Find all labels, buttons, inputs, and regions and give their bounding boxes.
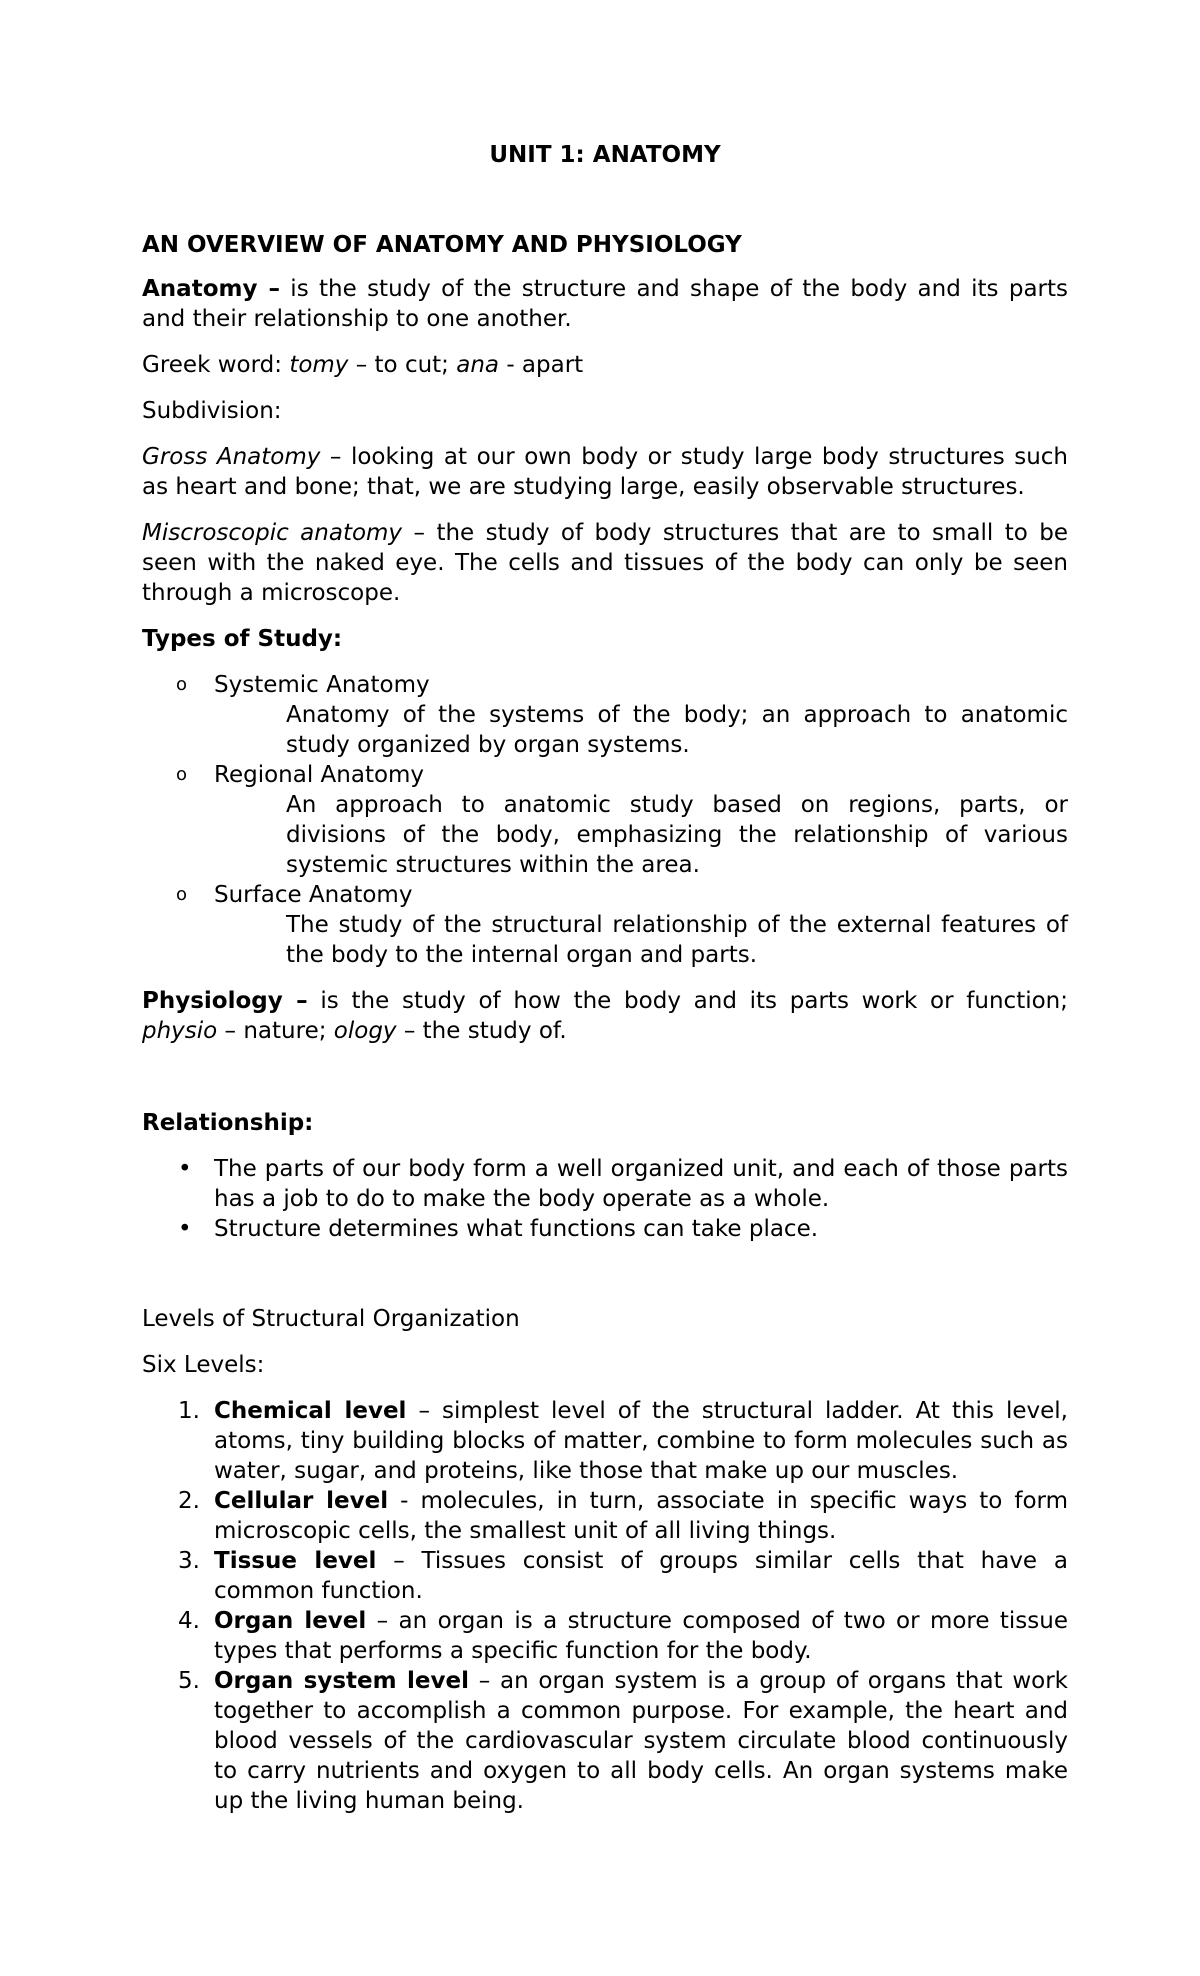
unit-title: UNIT 1: ANATOMY	[489, 142, 721, 168]
list-item: 5. Organ system level – an organ system is a group of organs that work together to accomplish a common purpose. For example, the heart and blood vessels of the cardiovascular system circulate blood continuously to carry nutrients and oxygen to all body cells. An organ systems make up the living human being.	[178, 1668, 1068, 1814]
list-item: 1. Chemical level – simplest level of the structural ladder. At this level, atoms, tiny building blocks of matter, combine to form molecules such as water, sugar, and proteins, like those that make up our muscles.	[178, 1398, 1068, 1484]
list-item	[142, 760, 1068, 880]
list-item: • Structure determines what functions can take place.	[178, 1216, 819, 1242]
circle-bullet-icon: o	[176, 764, 188, 785]
circle-bullet-icon: o	[176, 884, 188, 905]
six-levels-label: Six Levels:	[142, 1352, 265, 1378]
subdivision-label: Subdivision:	[142, 398, 282, 424]
circle-bullet-icon: o	[176, 674, 188, 695]
physiology-definition: Physiology – is the study of how the body and its parts work or function; physio – nature; ology – the study of.	[142, 988, 1068, 1044]
type-description: The study of the structural relationship of the external features of the body to the internal organ and parts.	[286, 912, 1068, 968]
microscopic-anatomy-paragraph: Miscroscopic anatomy – the study of body structures that are to small to be seen with the naked eye. The cells and tissues of the body can only be seen through a microscope.	[142, 520, 1068, 606]
type-description: An approach to anatomic study based on regions, parts, or divisions of the body, emphasizing the relationship of various systemic structures within the area.	[286, 792, 1068, 878]
types-of-study-list	[142, 670, 1068, 970]
type-name: Systemic Anatomy	[214, 672, 430, 698]
list-item: • The parts of our body form a well organized unit, and each of those parts has a job to do to make the body operate as a whole.	[178, 1156, 1068, 1212]
bullet-icon: •	[178, 1156, 192, 1182]
list-item	[142, 880, 1068, 970]
document-page	[142, 140, 1068, 1816]
type-description: Anatomy of the systems of the body; an approach to anatomic study organized by organ systems.	[286, 702, 1068, 758]
bullet-icon: •	[178, 1216, 192, 1242]
type-name: Regional Anatomy	[214, 762, 425, 788]
list-item: 4. Organ level – an organ is a structure composed of two or more tissue types that performs a specific function for the body.	[178, 1608, 1068, 1664]
anatomy-definition: Anatomy – is the study of the structure and shape of the body and its parts and their relationship to one another.	[142, 276, 1068, 332]
types-of-study-heading: Types of Study:	[142, 626, 343, 652]
list-item	[142, 670, 1068, 760]
gross-anatomy-paragraph: Gross Anatomy – looking at our own body or study large body structures such as heart and bone; that, we are studying large, easily observable structures.	[142, 444, 1068, 500]
overview-heading: AN OVERVIEW OF ANATOMY AND PHYSIOLOGY	[142, 232, 742, 258]
list-item: 2. Cellular level - molecules, in turn, associate in specific ways to form microscopic cells, the smallest unit of all living things.	[178, 1488, 1068, 1544]
list-item: 3. Tissue level – Tissues consist of groups similar cells that have a common function.	[178, 1548, 1068, 1604]
type-name: Surface Anatomy	[214, 882, 413, 908]
relationship-heading: Relationship:	[142, 1110, 314, 1136]
greek-word-line: Greek word: tomy – to cut; ana - apart	[142, 352, 584, 378]
levels-heading: Levels of Structural Organization	[142, 1306, 520, 1332]
levels-list	[142, 1396, 1068, 1816]
relationship-list	[142, 1154, 1068, 1244]
